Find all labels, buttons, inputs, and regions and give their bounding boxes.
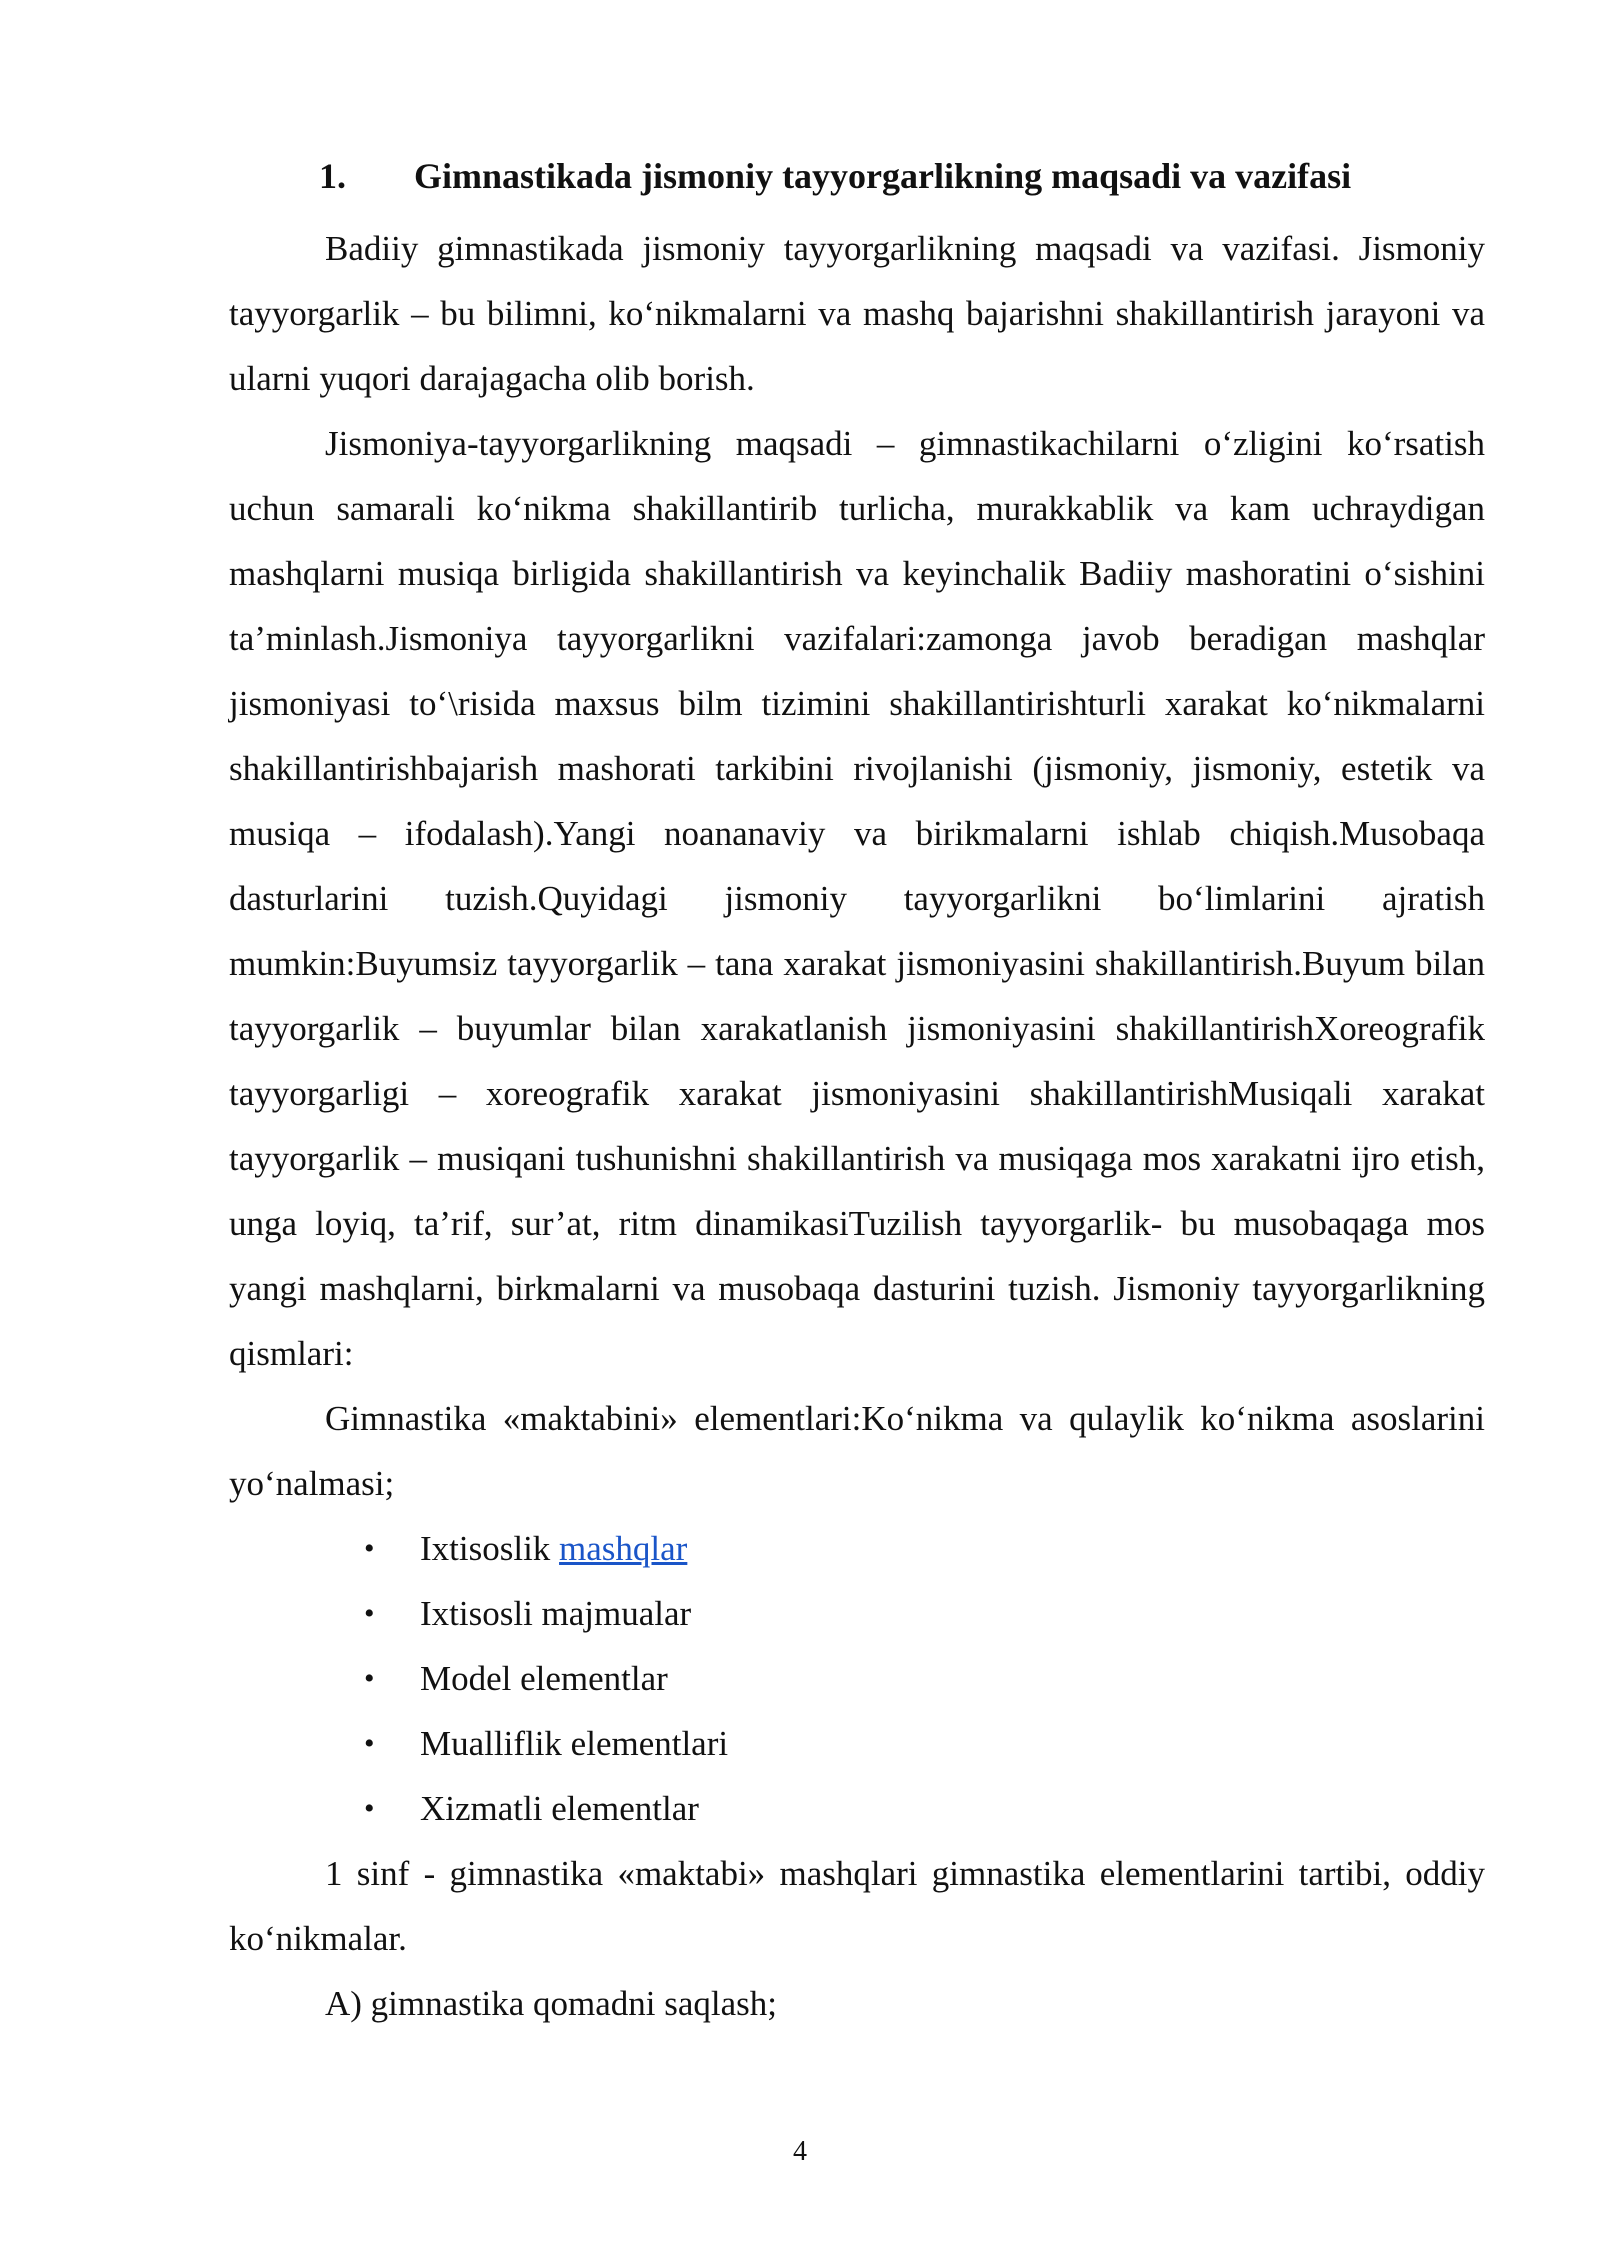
list-item-text: Model elementlar [420, 1659, 668, 1698]
list-item-text: Ixtisoslik [420, 1529, 560, 1568]
list-item-text: Ixtisosli majmualar [420, 1594, 692, 1633]
mashqlar-link[interactable]: mashqlar [559, 1529, 688, 1568]
list-item [364, 1776, 1485, 1841]
bullet-icon: • [364, 1597, 375, 1630]
page-number: 4 [793, 2136, 807, 2167]
list-item-text: Xizmatli elementlar [420, 1789, 699, 1828]
paragraph-school-elements: Gimnastika «maktabini» elementlari:Ko‘nikma va qulaylik ko‘nikma asoslarini yo‘nalmasi; [229, 1399, 1485, 1503]
paragraph-item-a: A) gimnastika qomadni saqlash; [325, 1984, 778, 2023]
paragraph-intro: Badiiy gimnastikada jismoniy tayyorgarlikning maqsadi va vazifasi. Jismoniy tayyorgarlik – bu bilimni, ko‘nikmalarni va mashq bajarishni shakillantirish jarayoni va ularni yuqori darajagacha olib borish. [229, 229, 1485, 398]
section-title: Gimnastikada jismoniy tayyorgarlikning maqsadi va vazifasi [414, 156, 1352, 196]
paragraph-main: Jismoniya-tayyorgarlikning maqsadi – gimnastikachilarni o‘zligini ko‘rsatish uchun samarali ko‘nikma shakillantirib turlicha, murakkablik va kam uchraydigan mashqlarni musiqa birligida shakillantirish va keyinchalik Badiiy mashoratini o‘sishini ta’minlash.Jismoniya tayyorgarlikni vazifalari:zamonga javob beradigan mashqlar jismoniyasi to‘\risida maxsus bilm tizimini shakillantirishturli xarakat ko‘nikmalarni shakillantirishbajarish mashorati tarkibini rivojlanishi (jismoniy, jismoniy, estetik va musiqa – ifodalash).Yangi noananaviy va birikmalarni ishlab chiqish.Musobaqa dasturlarini tuzish.Quyidagi jismoniy tayyorgarlikni bo‘limlarini ajratish mumkin:Buyumsiz tayyorgarlik – tana xarakat jismoniyasini shakillantirish.Buyum bilan tayyorgarlik – buyumlar bilan xarakatlanish jismoniyasini shakillantirishXoreografik tayyorgarligi – xoreografik xarakat jismoniyasini shakillantirishMusiqali xarakat tayyorgarlik – musiqani tushunishni shakillantirish va musiqaga mos xarakatni ijro etish, unga loyiq, ta’rif, sur’at, ritm dinamikasiTuzilish tayyorgarlik- bu musobaqaga mos yangi mashqlarni, birkmalarni va musobaqa dasturini tuzish. Jismoniy tayyorgarlikning qismlari: [229, 424, 1485, 1373]
section-number: 1. [319, 156, 346, 196]
section-heading [319, 150, 1351, 202]
bullet-icon: • [364, 1727, 375, 1760]
list-item [364, 1581, 1485, 1646]
bullet-list [229, 1516, 1485, 1841]
list-item [364, 1516, 1485, 1581]
list-item-text: Mualliflik elementlari [420, 1724, 729, 1763]
list-item [364, 1711, 1485, 1776]
paragraph-first-class: 1 sinf - gimnastika «maktabi» mashqlari gimnastika elementlarini tartibi, oddiy ko‘nikmalar. [229, 1854, 1485, 1958]
body-text [229, 216, 1485, 2036]
bullet-icon: • [364, 1662, 375, 1695]
list-item [364, 1646, 1485, 1711]
bullet-icon: • [364, 1532, 375, 1565]
bullet-icon: • [364, 1792, 375, 1825]
